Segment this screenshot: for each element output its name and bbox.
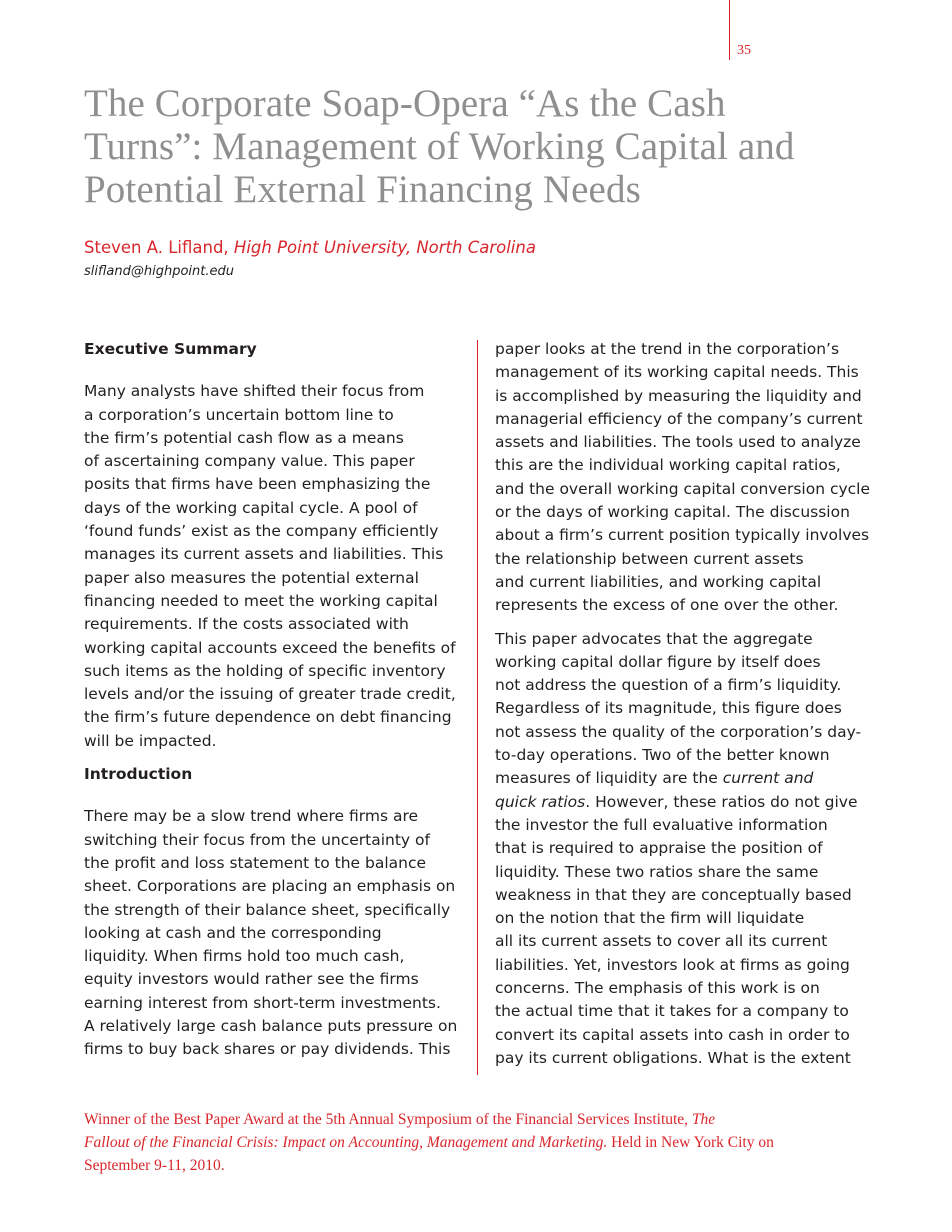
introduction-heading: Introduction xyxy=(84,765,193,784)
paragraph-line: is accomplished by measuring the liquidity and xyxy=(495,386,862,405)
paragraph-line: and current liabilities, and working capital xyxy=(495,572,822,591)
paragraph-line: the firm’s potential cash flow as a means xyxy=(84,428,404,447)
paragraph-line: the strength of their balance sheet, specifically xyxy=(84,900,451,919)
emphasis-quick-ratios: quick ratios xyxy=(495,792,586,811)
paragraph-line: equity investors would rather see the firms xyxy=(84,970,419,989)
author-line xyxy=(84,238,536,257)
paragraph-line: financing needed to meet the working capital xyxy=(84,591,438,610)
paragraph-line: There may be a slow trend where firms are xyxy=(84,807,419,826)
paragraph-line: a corporation’s uncertain bottom line to xyxy=(84,405,394,424)
paragraph-line: working capital accounts exceed the benefits of xyxy=(84,638,456,657)
paragraph-line: of ascertaining company value. This paper xyxy=(84,452,415,471)
paragraph-line: and the overall working capital conversion cycle xyxy=(495,479,871,498)
paragraph-line: posits that firms have been emphasizing the xyxy=(84,475,431,494)
paragraph-line: liquidity. These two ratios share the same xyxy=(495,862,819,881)
paragraph-line: concerns. The emphasis of this work is on xyxy=(495,979,820,998)
footnote-line: Winner of the Best Paper Award at the 5th Annual Symposium of the Financial Services Institute, The xyxy=(84,1111,716,1128)
page-number: 35 xyxy=(737,43,751,58)
paragraph-line: that is required to appraise the position of xyxy=(495,839,823,858)
paragraph-line: liquidity. When firms hold too much cash, xyxy=(84,947,405,966)
award-footnote xyxy=(84,1108,884,1177)
paragraph-line: Regardless of its magnitude, this figure does xyxy=(495,699,842,718)
emphasis-current-and: current and xyxy=(722,769,814,788)
paragraph-line: quick ratios. However, these ratios do not give xyxy=(495,792,858,811)
title-line: The Corporate Soap-Opera “As the Cash xyxy=(84,82,726,125)
paragraph-line: convert its capital assets into cash in order to xyxy=(495,1025,850,1044)
executive-summary-body xyxy=(84,380,462,753)
paragraph-line: or the days of working capital. The discussion xyxy=(495,503,850,522)
footnote-line: September 9-11, 2010. xyxy=(84,1157,225,1174)
paragraph-line: Many analysts have shifted their focus from xyxy=(84,382,425,401)
paragraph-line: the relationship between current assets xyxy=(495,549,804,568)
paragraph-line: manages its current assets and liabilities. This xyxy=(84,545,444,564)
paragraph-line: about a firm’s current position typically involves xyxy=(495,526,870,545)
right-paragraph-2 xyxy=(495,628,880,1071)
left-column xyxy=(84,338,462,1062)
title-line: Turns”: Management of Working Capital and xyxy=(84,125,795,168)
paragraph-line: sheet. Corporations are placing an emphasis on xyxy=(84,877,456,896)
author-email: slifland@highpoint.edu xyxy=(84,264,234,279)
paragraph-line: not assess the quality of the corporation’s day- xyxy=(495,722,862,741)
paragraph-line: the profit and loss statement to the balance xyxy=(84,853,427,872)
paragraph-line: days of the working capital cycle. A pool of xyxy=(84,498,418,517)
paragraph-line: the actual time that it takes for a company to xyxy=(495,1002,849,1021)
paragraph-line: working capital dollar figure by itself does xyxy=(495,652,821,671)
paragraph-line: earning interest from short-term investments. xyxy=(84,993,441,1012)
paragraph-line: paper also measures the potential external xyxy=(84,568,419,587)
paragraph-line: on the notion that the firm will liquidate xyxy=(495,909,805,928)
paragraph-line: measures of liquidity are the current and xyxy=(495,769,814,788)
paragraph-line: paper looks at the trend in the corporation’s xyxy=(495,340,840,358)
paragraph-line: not address the question of a firm’s liquidity. xyxy=(495,676,842,695)
paragraph-line: such items as the holding of specific inventory xyxy=(84,661,446,680)
paragraph-line: represents the excess of one over the other. xyxy=(495,596,839,615)
paragraph-line: managerial efficiency of the company’s current xyxy=(495,409,863,428)
executive-summary-heading: Executive Summary xyxy=(84,340,257,358)
paragraph-line: This paper advocates that the aggregate xyxy=(495,629,813,648)
paragraph-line: requirements. If the costs associated with xyxy=(84,615,409,634)
paper-title xyxy=(84,82,904,211)
paragraph-line: weakness in that they are conceptually based xyxy=(495,885,852,904)
paragraph-line: assets and liabilities. The tools used to analyze xyxy=(495,433,861,452)
column-divider xyxy=(477,340,478,1075)
author-affiliation: High Point University, North Carolina xyxy=(233,238,536,257)
paragraph-line: looking at cash and the corresponding xyxy=(84,923,382,942)
author-name: Steven A. Lifland, xyxy=(84,238,234,257)
top-rule xyxy=(729,0,730,60)
paragraph-line: management of its working capital needs. This xyxy=(495,363,859,382)
paragraph-line: levels and/or the issuing of greater trade credit, xyxy=(84,685,456,704)
paragraph-line: the firm’s future dependence on debt financing xyxy=(84,708,452,727)
paragraph-line: switching their focus from the uncertainty of xyxy=(84,830,430,849)
right-paragraph-1 xyxy=(495,338,880,618)
paragraph-line: pay its current obligations. What is the extent xyxy=(495,1048,851,1067)
paragraph-line: ‘found funds’ exist as the company efficiently xyxy=(84,522,439,541)
paragraph-line: to-day operations. Two of the better known xyxy=(495,746,830,765)
introduction-body xyxy=(84,805,462,1061)
footnote-line: Fallout of the Financial Crisis: Impact on Accounting, Management and Marketing. Held in New York City on xyxy=(84,1134,774,1151)
paragraph-line: this are the individual working capital ratios, xyxy=(495,456,841,475)
paragraph-line: all its current assets to cover all its current xyxy=(495,932,828,951)
paragraph-line: liabilities. Yet, investors look at firms as going xyxy=(495,955,850,974)
paragraph-line: will be impacted. xyxy=(84,731,217,750)
paragraph-line: the investor the full evaluative information xyxy=(495,815,828,834)
right-column xyxy=(495,338,880,1070)
title-line: Potential External Financing Needs xyxy=(84,168,641,211)
paragraph-line: firms to buy back shares or pay dividends. This xyxy=(84,1040,451,1059)
paragraph-line: A relatively large cash balance puts pressure on xyxy=(84,1017,458,1036)
